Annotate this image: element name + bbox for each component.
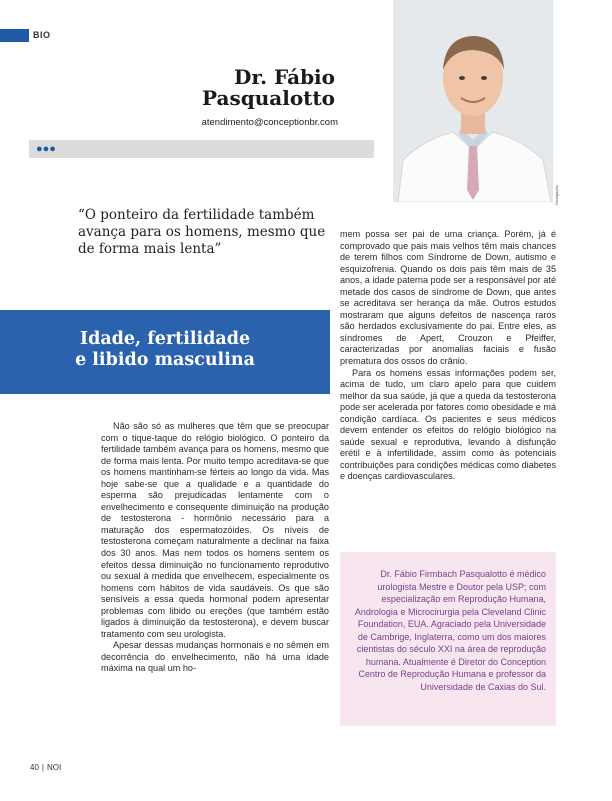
author-name-line-1: Dr. Fábio — [234, 65, 335, 89]
magazine-name: NOI — [46, 763, 62, 772]
author-photo — [393, 0, 553, 202]
footer-separator: | — [41, 763, 44, 772]
author-name — [180, 67, 335, 109]
author-email[interactable]: atendimento@conceptionbr.com — [201, 117, 338, 128]
article-paragraph: mem possa ser pai de uma criança. Porém, já é comprovado que pais mais velhos têm mais chances de terem filhos com Síndrome de Down, autismo e esquizofrenia. Quando os dois pais têm mais de 35 anos, a idade paterna pode ser a responsável por até metade dos casos de síndrome de Down, que antes se acreditava ser herança da mãe. Outros estudos mostraram que alguns defeitos de nascença raros são herdados exclusivamente do pai. Entre eles, as síndromes de Apert, Crouzon e Pfeiffer, caracterizadas por anomalias faciais e fusão prematura dos ossos do crânio. — [340, 229, 556, 367]
section-label: BIO — [33, 30, 51, 40]
article-paragraph: Não são só as mulheres que têm que se preocupar com o tique-taque do relógio biológico. O ponteiro da fertilidade também avança para os homens, mesmo que de forma mais lenta. Por muito tempo acreditava-se que os homens mantinham-se férteis ao longo da vida. Mas hoje sabe-se que a qualidade e a quantidade do esperma são prejudicadas lentamente com o envelhecimento e consequente diminuição na produção de testosterona - hormônio necessário para a maturação dos espermatozóides. Os níveis de testosterona começam naturalmente a declinar na faixa dos 30 anos. Mas nem todos os homens sentem os efeitos dessa diminuição no funcionamento reprodutivo ou sexual à medida que envelhecem, especialmente os homens com hábitos de vida saudáveis. Os que são sensíveis a essa queda hormonal podem apresentar problemas com libido ou ereções (que também estão ligados à diminuição da testosterona), e devem buscar tratamento com seu urologista. — [101, 421, 329, 639]
decor-gray-bar — [29, 140, 374, 158]
author-bio-text: Dr. Fábio Firmbach Pasqualotto é médico urologista Mestre e Doutor pela USP; com especialização em Reprodução Humana, Andrologia e Microcirurgia pela Cleveland Clinic Foundation, EUA. Agraciado pela Universidade de Cambrige, Inglaterra, como um dos maiores cientistas do século XXI na área de reprodução humana. Atualmente é Diretor do Conception Centro de Reprodução Humana e professor da Universidade de Caxias do Sul. — [354, 569, 546, 692]
decor-dots-icon: ●●● — [36, 143, 56, 155]
article-paragraph: Para os homens essas informações podem ser, acima de tudo, um claro apelo para que cuidem melhor da sua saúde, já que a queda da testosterona pode ser acelerada por fatores como obesidade e má condição cardíaca. Os pacientes e seus médicos devem entender os efeitos do relógio biológico na saúde sexual e reprodutiva, levando à disfunção erétil e à infertilidade, assim como às potenciais contribuições para condições médicas como diabetes e doenças cardiovasculares. — [340, 367, 556, 482]
author-name-line-2: Pasqualotto — [202, 86, 335, 110]
article-paragraph: Apesar dessas mudanças hormonais e no sêmen em decorrência do envelhecimento, não há uma idade máxima na qual um ho- — [101, 640, 329, 674]
photo-credit: Divulgação — [554, 185, 559, 205]
page-footer — [30, 763, 61, 772]
pull-quote: “O ponteiro da fertilidade também avança para os homens, mesmo que de forma mais lenta” — [78, 207, 326, 257]
doctor-portrait-icon — [393, 0, 553, 202]
page-number: 40 — [30, 763, 39, 772]
article-title — [0, 329, 330, 371]
section-color-bar — [0, 29, 29, 42]
article-title-line-1: Idade, fertilidade — [79, 329, 251, 349]
article-left-column — [101, 421, 329, 675]
article-right-column — [340, 229, 556, 483]
article-title-line-2: e libido masculina — [75, 350, 255, 370]
